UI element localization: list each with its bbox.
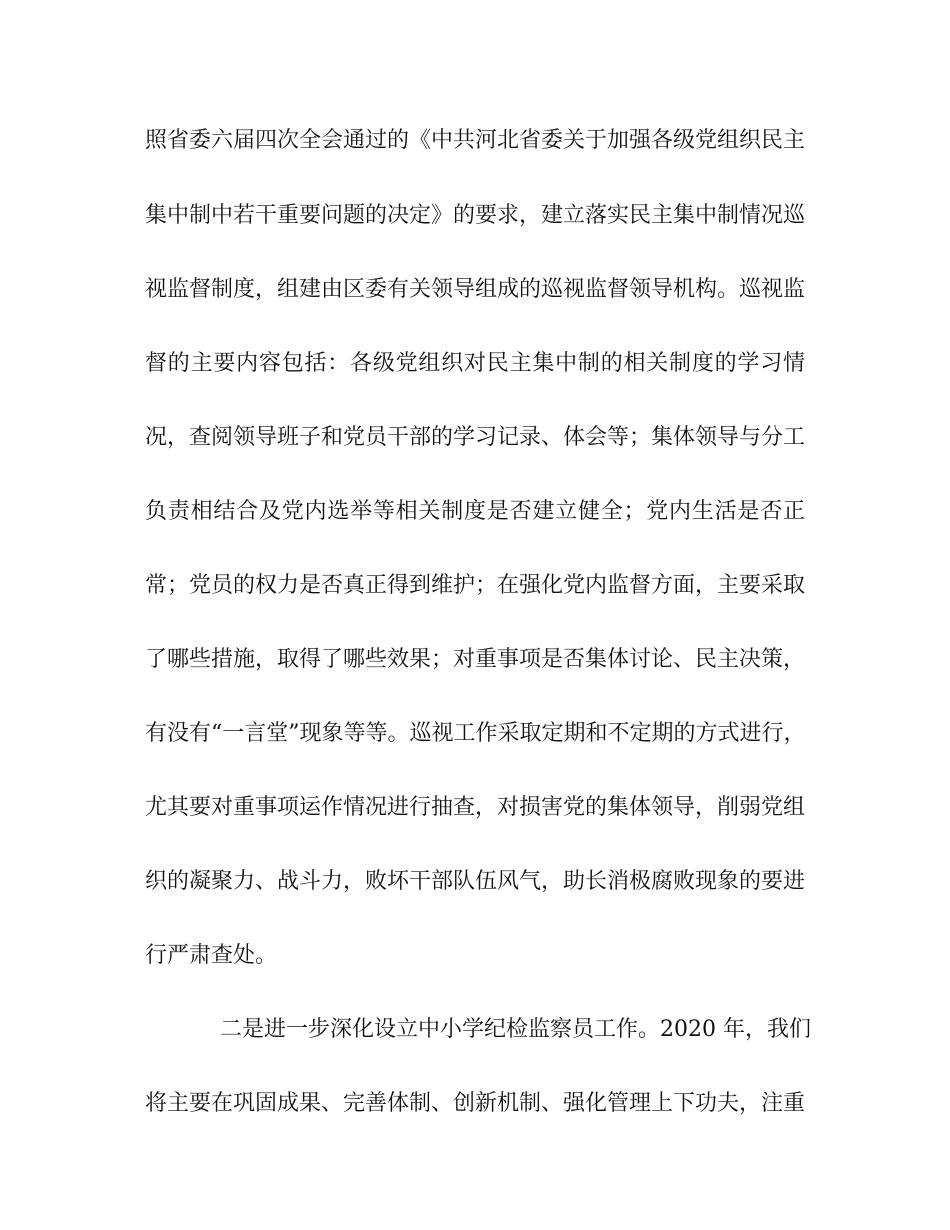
paragraph-line: 视监督制度，组建由区委有关领导组成的巡视监督领导机构。巡视监 — [145, 277, 806, 302]
paragraph-line: 有没有“一言堂”现象等等。巡视工作采取定期和不定期的方式进行， — [145, 721, 806, 746]
paragraph-line: 尤其要对重事项运作情况进行抽查，对损害党的集体领导，削弱党组 — [145, 795, 806, 820]
paragraph-line: 二是进一步深化设立中小学纪检监察员工作。2020 年，我们 — [220, 1017, 811, 1042]
paragraph-line: 行严肃查处。 — [145, 943, 278, 968]
paragraph-line: 负责相结合及党内选举等相关制度是否建立健全；党内生活是否正 — [145, 499, 805, 524]
paragraph-line: 督的主要内容包括：各级党组织对民主集中制的相关制度的学习情 — [145, 351, 805, 376]
paragraph-line: 将主要在巩固成果、完善体制、创新机制、强化管理上下功夫，注重 — [145, 1091, 806, 1116]
paragraph-line: 况，查阅领导班子和党员干部的学习记录、体会等；集体领导与分工 — [145, 425, 806, 450]
paragraph-line: 照省委六届四次全会通过的《中共河北省委关于加强各级党组织民主 — [145, 128, 806, 153]
paragraph-line: 了哪些措施，取得了哪些效果；对重事项是否集体讨论、民主决策， — [145, 647, 806, 672]
paragraph-line: 集中制中若干重要问题的决定》的要求，建立落实民主集中制情况巡 — [145, 203, 806, 228]
paragraph-line: 织的凝聚力、战斗力，败坏干部队伍风气，助长消极腐败现象的要进 — [145, 869, 806, 894]
paragraph-line: 常；党员的权力是否真正得到维护；在强化党内监督方面，主要采取 — [145, 573, 806, 598]
